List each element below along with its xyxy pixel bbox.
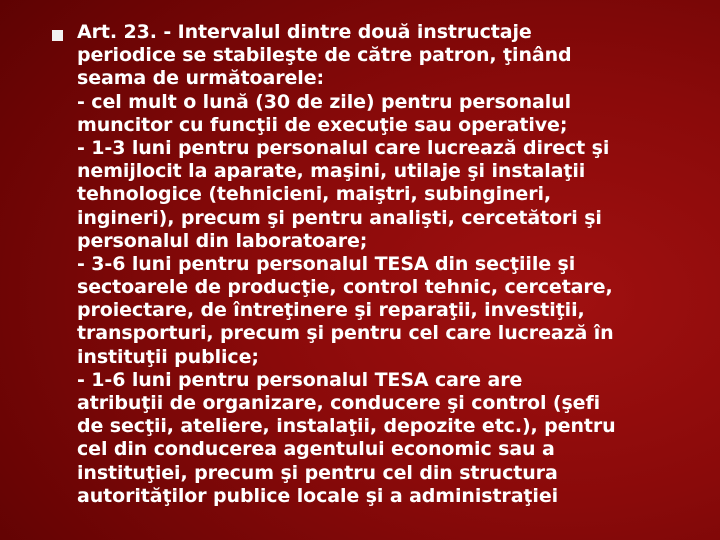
text-line: - cel mult o lună (30 de zile) pentru personalul	[77, 90, 572, 113]
text-line: - 1-3 luni pentru personalul care lucrează direct şi	[77, 136, 610, 159]
text-line: transporturi, precum şi pentru cel care lucrează în	[77, 322, 614, 345]
text-line: periodice se stabileşte de către patron, ţinând	[77, 44, 572, 67]
text-line: muncitor cu funcţii de execuţie sau operative;	[77, 113, 568, 136]
text-line: cel din conducerea agentului economic sau a	[77, 438, 555, 461]
text-line: atribuţii de organizare, conducere şi control (şefi	[77, 392, 601, 414]
article-text-block	[77, 21, 702, 508]
square-bullet-icon	[52, 30, 63, 41]
text-line: Art. 23. - Intervalul dintre două instructaje	[77, 21, 532, 43]
text-line: ingineri), precum şi pentru analişti, cercetători şi	[77, 206, 602, 229]
text-line: de secţii, ateliere, instalaţii, depozite etc.), pentru	[77, 415, 616, 438]
text-line: tehnologice (tehnicieni, maiştri, subingineri,	[77, 183, 552, 206]
text-line: proiectare, de întreţinere şi reparaţii, investiţii,	[77, 299, 585, 322]
text-line: - 3-6 luni pentru personalul TESA din secţiile şi	[77, 252, 576, 275]
text-line: - 1-6 luni pentru personalul TESA care are	[77, 368, 523, 391]
text-line: personalul din laboratoare;	[77, 229, 368, 252]
text-line: instituţiei, precum şi pentru cel din structura	[77, 461, 558, 484]
text-line: nemijlocit la aparate, maşini, utilaje şi instalaţii	[77, 160, 586, 183]
text-line: sectoarele de producţie, control tehnic, cercetare,	[77, 276, 613, 299]
text-line: seama de următoarele:	[77, 67, 324, 90]
text-line: instituţii publice;	[77, 345, 259, 368]
text-line: autorităţilor publice locale şi a administraţiei	[77, 484, 559, 507]
